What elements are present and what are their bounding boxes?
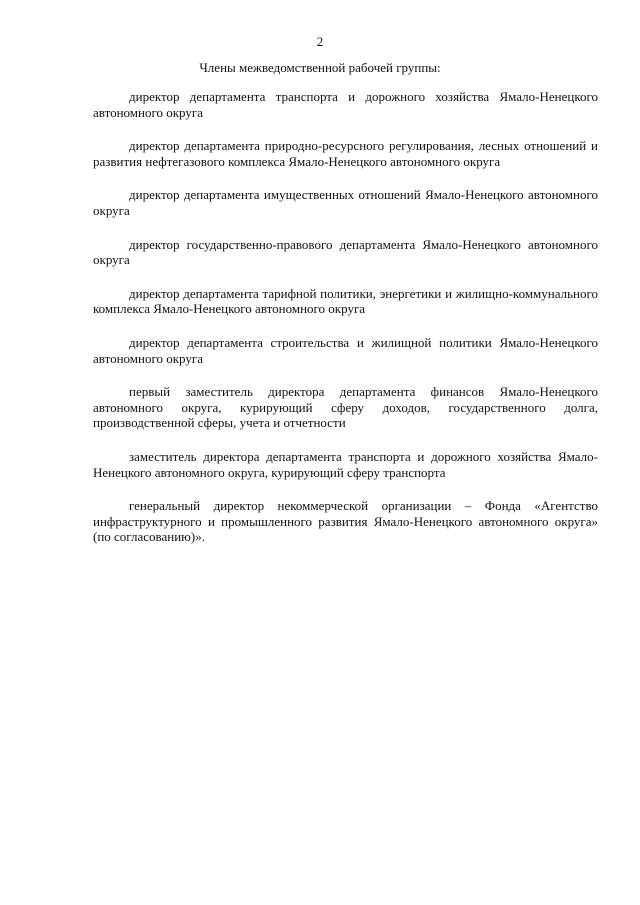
page-number: 2 xyxy=(316,34,324,49)
working-group-heading: Члены межведомственной рабочей группы: xyxy=(199,60,441,75)
member-item: директор департамента природно-ресурсного регулирования, лесных отношений и развития нефтегазового комплекса Ямало-Ненецкого автономного округа xyxy=(93,138,598,169)
member-item: директор департамента имущественных отношений Ямало-Ненецкого автономного округа xyxy=(93,187,598,218)
members-list xyxy=(93,89,598,563)
member-item: директор департамента транспорта и дорожного хозяйства Ямало-Ненецкого автономного округа xyxy=(93,89,598,120)
member-item: первый заместитель директора департамента финансов Ямало-Ненецкого автономного округа, курирующий сферу доходов, государственного долга, производственной сферы, учета и отчетности xyxy=(93,384,598,431)
member-item: директор департамента тарифной политики, энергетики и жилищно-коммунального комплекса Ямало-Ненецкого автономного округа xyxy=(93,285,598,317)
member-item: директор государственно-правового департамента Ямало-Ненецкого автономного округа xyxy=(93,236,598,268)
member-item: генеральный директор некоммерческой организации – Фонда «Агентство инфраструктурного и промышленного развития Ямало-Ненецкого автономного округа» (по согласованию)». xyxy=(93,498,598,545)
member-item: заместитель директора департамента транспорта и дорожного хозяйства Ямало-Ненецкого автономного округа, курирующий сферу транспорта xyxy=(93,448,598,480)
member-item: директор департамента строительства и жилищной политики Ямало-Ненецкого автономного округа xyxy=(93,334,598,366)
